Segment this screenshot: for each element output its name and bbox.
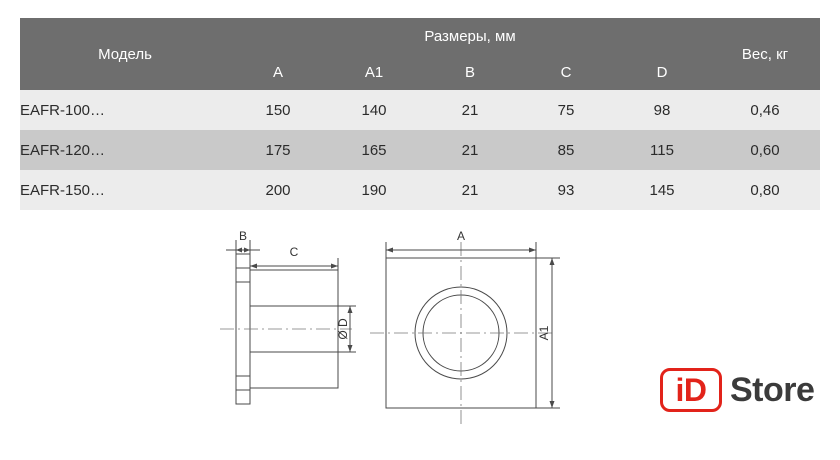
label-b: B xyxy=(238,229,248,243)
table-body xyxy=(20,90,820,210)
column-header-c: C xyxy=(518,54,614,90)
table-row xyxy=(20,170,820,210)
column-header-a1: A1 xyxy=(326,54,422,90)
cell-c: 75 xyxy=(557,101,575,119)
cell-a1: 190 xyxy=(361,181,387,199)
cell-d: 115 xyxy=(650,141,674,159)
cell-b: 21 xyxy=(461,101,479,119)
id-store-logo xyxy=(660,368,814,412)
column-header-model: Модель xyxy=(20,18,230,90)
column-header-dimensions: Размеры, мм xyxy=(230,18,710,54)
cell-model: EAFR-120… xyxy=(20,141,106,159)
logo-store-text: Store xyxy=(730,370,815,409)
label-d: Ø D xyxy=(336,318,350,340)
table-row xyxy=(20,90,820,130)
cell-a1: 165 xyxy=(361,141,387,159)
cell-weight: 0,60 xyxy=(750,141,780,159)
cell-c: 85 xyxy=(557,141,575,159)
technical-drawing xyxy=(200,228,620,443)
cell-c: 93 xyxy=(557,181,575,199)
specifications-table xyxy=(20,18,820,210)
cell-d: 145 xyxy=(649,181,675,199)
table-row xyxy=(20,130,820,170)
label-a: A xyxy=(456,229,466,243)
cell-model: EAFR-150… xyxy=(20,181,106,199)
cell-a1: 140 xyxy=(361,101,387,119)
cell-weight: 0,80 xyxy=(750,181,780,199)
cell-a: 150 xyxy=(265,101,291,119)
label-a1: A1 xyxy=(537,325,551,341)
cell-model: EAFR-100… xyxy=(20,101,106,119)
cell-a: 200 xyxy=(265,181,291,199)
column-header-d: D xyxy=(614,54,710,90)
logo-id-badge: iD xyxy=(660,368,722,412)
cell-a: 175 xyxy=(265,141,291,159)
column-header-weight: Вес, кг xyxy=(710,18,820,90)
table-head-row-1 xyxy=(20,18,820,54)
table-head xyxy=(20,18,820,90)
cell-d: 98 xyxy=(653,101,671,119)
label-c: C xyxy=(289,245,299,259)
cell-b: 21 xyxy=(461,141,479,159)
cell-b: 21 xyxy=(461,181,479,199)
cell-weight: 0,46 xyxy=(750,101,780,119)
column-header-a: A xyxy=(230,54,326,90)
column-header-b: B xyxy=(422,54,518,90)
